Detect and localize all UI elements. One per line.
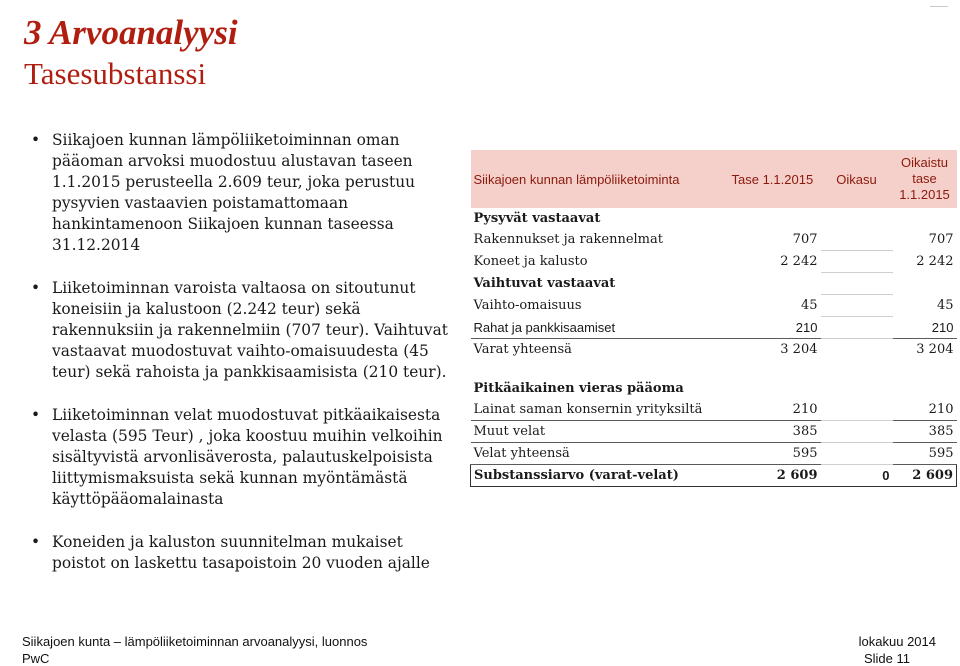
footer-date: lokakuu 2014 [858,634,936,649]
footer-company: PwC [22,651,50,666]
table-total-row [471,465,957,487]
row-oikasu: 0 [821,465,893,487]
header-oikaistu-line1: Oikaistu [901,155,948,170]
bullet-item [30,130,455,256]
row-label: Vaihto-omaisuus [473,298,582,313]
row-tase [729,378,821,399]
row-label: Rahat ja pankkisaamiset [471,317,729,339]
table-row [471,295,957,317]
row-oikasu [821,378,893,399]
row-tase: 45 [800,298,818,313]
row-oikasu [821,208,893,229]
row-label: Substanssiarvo (varat-velat) [471,465,729,487]
header-oikaistu-line3: 1.1.2015 [899,187,950,202]
bullet-marker: • [31,131,41,149]
header-oikaistu-line2: tase [912,171,937,186]
row-label: Koneet ja kalusto [473,254,588,269]
table-row [471,208,957,229]
row-oikasu [821,251,893,273]
row-tase: 385 [729,421,821,443]
row-adjusted [893,273,957,295]
table-row [471,273,957,295]
row-tase: 3 204 [780,342,818,357]
row-label: Lainat saman konsernin yrityksiltä [471,399,729,421]
bullet-text: Liiketoiminnan varoista valtaosa on sitoutunut koneisiin ja kalustoon (2.242 teur) sekä rakennuksiin ja rakennelmiin (707 teur). Vaihtuvat vastaavat muodostuvat vaihto-omaisuudesta (45 teur) sekä rahoista ja pankkisaamisista (210 teur). [52,279,448,381]
row-label: Pitkäaikainen vieras pääoma [473,381,684,396]
row-label: Vaihtuvat vastaavat [473,276,616,291]
table-row [471,339,957,361]
row-oikasu [821,273,893,295]
top-right-rule [930,6,948,7]
bullet-item [30,532,455,574]
row-adjusted: 2 242 [916,254,954,269]
table-row [471,378,957,399]
row-adjusted: 210 [893,317,957,339]
row-adjusted: 45 [936,298,954,313]
bullet-item [30,278,455,383]
header-company: Siikajoen kunnan lämpöliiketoiminta [471,150,729,208]
bullet-item [30,405,455,510]
bullet-text: Siikajoen kunnan lämpöliiketoiminnan oman pääoman arvoksi muodostuu alustavan taseen 1.1.2015 perusteella 2.609 teur, joka perustuu pysyvien vastaavien poistamattomaan hankintamenoon Siikajoen kunnan taseessa 31.12.2014 [52,131,416,254]
header-oikaistu [893,150,957,208]
row-tase: 210 [729,317,821,339]
row-label: Velat yhteensä [471,443,729,465]
table-row [471,399,957,421]
bullet-marker: • [31,279,41,297]
row-tase: 2 609 [729,465,821,487]
bullet-text: Liiketoiminnan velat muodostuvat pitkäaikaisesta velasta (595 Teur) , joka koostuu muihin velkoihin sisältyvistä arvonlisäverosta, palautuskelpoisista liittymismaksuista sekä kunnan myöntämästä käyttöpääomalainasta [52,406,443,508]
row-adjusted: 385 [893,421,957,443]
table-header-row [471,150,957,208]
row-oikasu [821,421,893,443]
row-label: Rakennukset ja rakennelmat [473,232,663,248]
row-tase [729,208,821,229]
row-adjusted: 595 [893,443,957,465]
row-tase: 210 [729,399,821,421]
table-row [471,317,957,339]
balance-sheet-table [470,150,956,487]
row-adjusted [893,208,957,229]
table-spacer-row [471,360,957,378]
row-tase: 595 [729,443,821,465]
row-oikasu [821,443,893,465]
row-oikasu [821,339,893,361]
header-oikasu: Oikasu [821,150,893,208]
row-tase [729,273,821,295]
bullet-text: Koneiden ja kaluston suunnitelman mukaiset poistot on laskettu tasapoistoin 20 vuoden ajalle [52,533,430,572]
row-tase: 2 242 [780,254,818,269]
header-tase: Tase 1.1.2015 [729,150,821,208]
row-adjusted: 3 204 [916,342,954,357]
row-label: Varat yhteensä [473,342,572,357]
table-row [471,443,957,465]
row-adjusted [893,378,957,399]
row-oikasu [821,317,893,339]
row-oikasu [821,295,893,317]
bullet-marker: • [31,533,41,551]
bullet-list [30,130,455,596]
table-row [471,251,957,273]
bullet-marker: • [31,406,41,424]
table-row [471,421,957,443]
row-tase: 707 [792,232,818,248]
row-adjusted: 707 [928,232,954,248]
row-adjusted: 2 609 [893,465,957,487]
row-oikasu [821,229,893,251]
row-adjusted: 210 [893,399,957,421]
footer-document-title: Siikajoen kunta – lämpöliiketoiminnan arvoanalyysi, luonnos [22,634,368,649]
row-label: Pysyvät vastaavat [473,211,601,226]
row-label: Muut velat [471,421,729,443]
footer-slide-number: Slide 11 [863,651,910,666]
slide-subtitle: Tasesubstanssi [24,56,207,91]
row-oikasu [821,399,893,421]
table-row [471,229,957,251]
slide-title: 3 Arvoanalyysi [24,13,238,52]
